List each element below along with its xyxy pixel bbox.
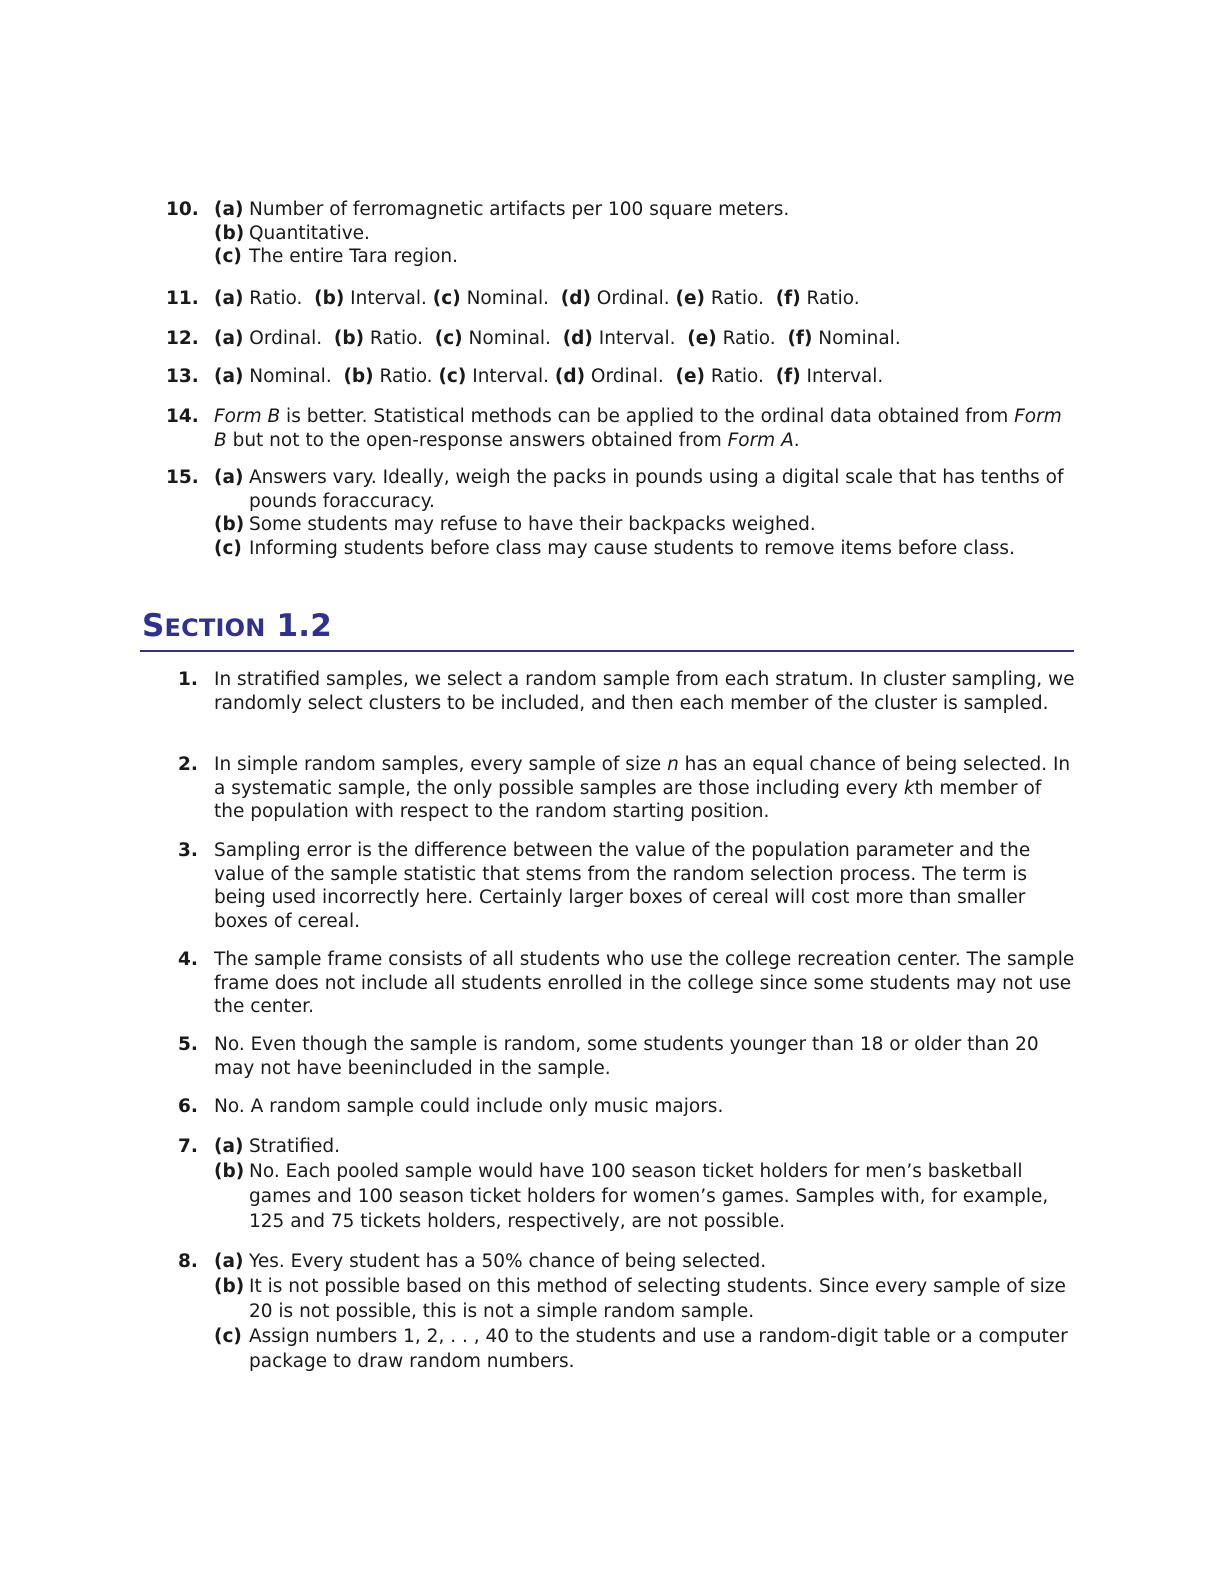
answer-13 [166,365,1076,389]
answer-number: 15. [166,467,199,488]
answer-text: Form B is better. Statistical methods can be applied to the ordinal data obtained from Form B but not to the open-response answers obtained from Form A. [214,406,1062,451]
answer-part-c: (c) Informing students before class may cause students to remove items before class. [214,537,1015,559]
answer-part-c: (c) Assign numbers 1, 2, . . , 40 to the students and use a random-digit table or a computer package to draw random numbers. [214,1326,1068,1372]
answer-part-b: (b) It is not possible based on this method of selecting students. Since every sample of size 20 is not possible, this is not a simple random sample. [214,1276,1066,1322]
answer-11 [166,287,1076,311]
answer-12 [166,327,1076,351]
section-heading: SECTION 1.2 [142,608,333,644]
answer-number: 10. [166,199,199,220]
answer-part-b: (b) No. Each pooled sample would have 100 season ticket holders for men’s basketball games and 100 season ticket holders for women’s games. Samples with, for example, 125 and 75 tickets holders, respectively, are not possible. [214,1161,1049,1232]
answer-s2-8: 8. (a) Yes. Every student has a 50% chance of being selected. (b) It is not possible based on this method of selecting students. Since every sample of size 20 is not possible, this is not a simple random sample. (c) Assign numbers 1, 2, . . , 40 to the students and use a random-digit table or a computer package to draw random numbers. [166,1249,1076,1374]
answer-10 [166,198,1076,269]
answer-14 [166,405,1076,452]
answer-part-a: (a) Stratified. [214,1136,340,1157]
answer-s2-2: 2. In simple random samples, every sample of size n has an equal chance of being selected. In a systematic sample, the only possible samples are those including every kth member of the population with respect to the random starting position. [178,754,1071,822]
answer-part-a: (a) Number of ferromagnetic artifacts per 100 square meters. [214,199,790,220]
answer-number: 14. [166,406,199,427]
answer-number: 11. [166,288,199,309]
inline-answers: (a) Ratio. (b) Interval. (c) Nominal. (d) Ordinal. (e) Ratio. (f) Ratio. [214,288,860,309]
answer-s2-1: 1. In stratified samples, we select a random sample from each stratum. In cluster sampling, we randomly select clusters to be included, and then each member of the cluster is sampled. [178,669,1075,714]
answer-part-a: (a) Yes. Every student has a 50% chance of being selected. [214,1251,767,1272]
answer-part-b: (b) Quantitative. [214,222,370,244]
answer-s2-4: 4. The sample frame consists of all students who use the college recreation center. The sample frame does not include all students enrolled in the college since some students may not use the center. [178,949,1075,1017]
answer-number: 13. [166,366,199,387]
answer-s2-5: 5. No. Even though the sample is random, some students younger than 18 or older than 20 may not have beenincluded in the sample. [178,1034,1039,1079]
section-divider [140,650,1074,652]
answer-s2-3: 3. Sampling error is the difference between the value of the population parameter and the value of the sample statistic that stems from the random selection process. The term is being used incorrectly here. Certainly larger boxes of cereal will cost more than smaller boxes of cereal. [178,840,1031,932]
answer-s2-7: 7. (a) Stratified. (b) No. Each pooled sample would have 100 season ticket holders for men’s basketball games and 100 season ticket holders for women’s games. Samples with, for example, 125 and 75 tickets holders, respectively, are not possible. [166,1134,1076,1234]
inline-answers: (a) Nominal. (b) Ratio. (c) Interval. (d) Ordinal. (e) Ratio. (f) Interval. [214,366,884,387]
inline-answers: (a) Ordinal. (b) Ratio. (c) Nominal. (d) Interval. (e) Ratio. (f) Nominal. [214,328,901,349]
answer-number: 12. [166,328,199,349]
answer-15 [166,466,1076,560]
answer-part-a: (a) Answers vary. Ideally, weigh the packs in pounds using a digital scale that has tenths of pounds foraccuracy. [214,467,1064,512]
answer-part-c: (c) The entire Tara region. [214,246,459,267]
answer-s2-6: 6. No. A random sample could include only music majors. [178,1096,724,1117]
answer-part-b: (b) Some students may refuse to have their backpacks weighed. [214,514,816,535]
